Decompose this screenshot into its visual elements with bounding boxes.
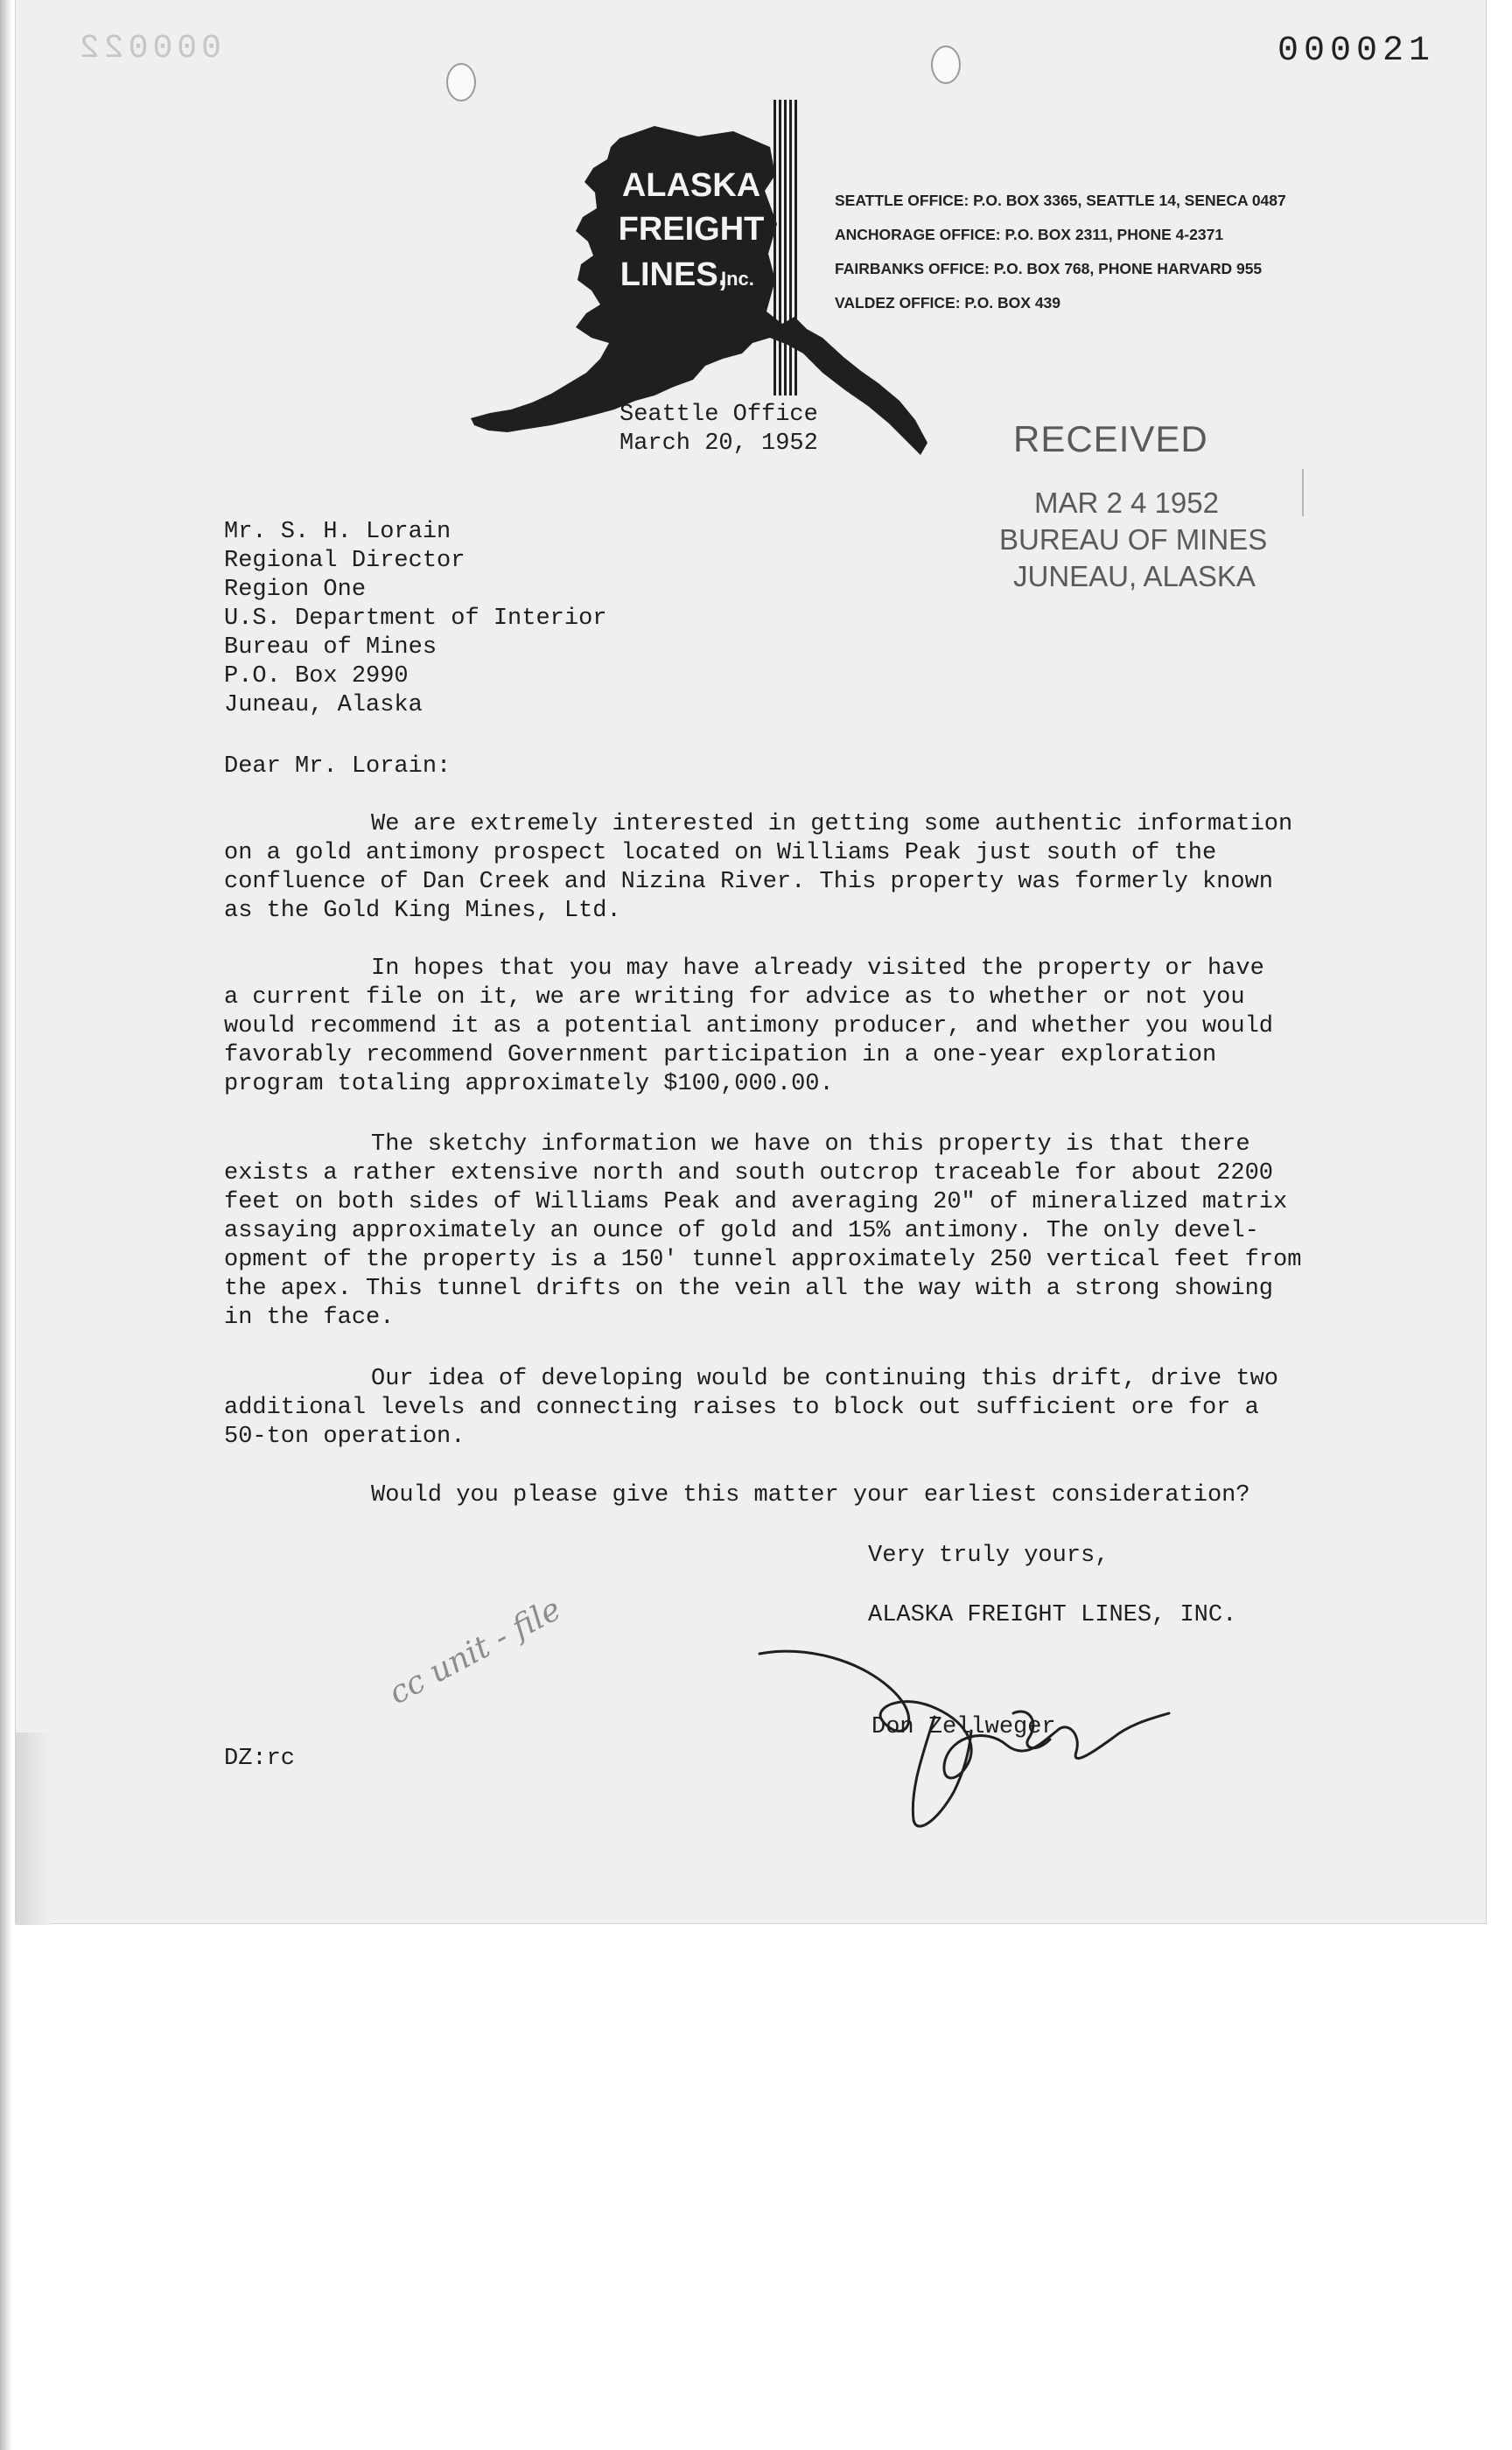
received-stamp-date: MAR 2 4 1952	[1034, 486, 1219, 519]
bleed-through-number: 000022	[75, 30, 221, 67]
body-paragraph	[224, 810, 1362, 926]
logo-text-line1: ALASKA	[621, 167, 761, 204]
received-stamp-bureau: BUREAU OF MINES	[999, 523, 1268, 556]
salutation: Dear Mr. Lorain:	[224, 753, 452, 780]
paragraph-line: in the face.	[224, 1305, 395, 1331]
address-line: Regional Director	[224, 548, 466, 574]
address-line: P.O. Box 2990	[224, 663, 409, 690]
paragraph-line: confluence of Dan Creek and Nizina River. This property was formerly known	[224, 869, 1273, 895]
paragraph-line: the apex. This tunnel drifts on the vein all the way with a strong showing	[224, 1276, 1273, 1302]
company-signature-block: ALASKA FREIGHT LINES, INC.	[868, 1602, 1237, 1628]
logo-stripes	[774, 100, 797, 396]
paragraph-line: additional levels and connecting raises to block out sufficient ore for a	[224, 1395, 1259, 1421]
body-paragraph	[224, 1365, 1362, 1452]
paragraph-line: opment of the property is a 150' tunnel approximately 250 vertical feet from	[224, 1247, 1302, 1273]
closing: Very truly yours,	[868, 1543, 1110, 1569]
paragraph-line: program totaling approximately $100,000.00.	[224, 1071, 834, 1097]
address-line: Bureau of Mines	[224, 634, 438, 661]
paragraph-line: In hopes that you may have already visited the property or have	[371, 956, 1264, 982]
office-address: FAIRBANKS OFFICE: P.O. BOX 768, PHONE HARVARD 955	[835, 260, 1263, 277]
sender-office: Seattle Office	[620, 402, 818, 428]
paragraph-line: Our idea of developing would be continuing this drift, drive two	[371, 1366, 1278, 1392]
address-line: U.S. Department of Interior	[224, 606, 607, 632]
paragraph-line: 50-ton operation.	[224, 1424, 466, 1450]
paragraph-line: on a gold antimony prospect located on Williams Peak just south of the	[224, 840, 1217, 866]
office-addresses	[835, 184, 1286, 320]
paragraph-line: would recommend it as a potential antimony producer, and whether you would	[224, 1013, 1273, 1040]
body-paragraph	[224, 955, 1362, 1099]
office-address: SEATTLE OFFICE: P.O. BOX 3365, SEATTLE 14, SENECA 0487	[835, 192, 1286, 209]
paragraph-line: exists a rather extensive north and south outcrop traceable for about 2200	[224, 1160, 1273, 1186]
office-address: VALDEZ OFFICE: P.O. BOX 439	[835, 294, 1061, 312]
paragraph-line: assaying approximately an ounce of gold and 15% antimony. The only devel-	[224, 1218, 1259, 1244]
letter-date: March 20, 1952	[620, 430, 818, 457]
paragraph-line: favorably recommend Government participation in a one-year exploration	[224, 1042, 1217, 1068]
paragraph-line: Would you please give this matter your earliest consideration?	[371, 1482, 1250, 1508]
address-line: Mr. S. H. Lorain	[224, 519, 452, 545]
handwritten-signature	[751, 1633, 1180, 1834]
letter-sheet	[16, 0, 1486, 1923]
typist-initials: DZ:rc	[224, 1746, 296, 1772]
document-number: 000021	[1278, 32, 1436, 71]
paragraph-line: The sketchy information we have on this property is that there	[371, 1131, 1250, 1158]
punch-hole	[931, 46, 961, 84]
received-stamp-location: JUNEAU, ALASKA	[1013, 560, 1256, 592]
recipient-address	[224, 518, 1362, 720]
address-line: Juneau, Alaska	[224, 692, 423, 718]
paragraph-line: feet on both sides of Williams Peak and averaging 20" of mineralized matrix	[224, 1189, 1288, 1215]
paragraph-line: as the Gold King Mines, Ltd.	[224, 898, 621, 924]
body-paragraph	[224, 1481, 1362, 1510]
office-address: ANCHORAGE OFFICE: P.O. BOX 2311, PHONE 4-2371	[835, 226, 1224, 243]
stamp-mark	[1302, 469, 1304, 516]
paper-fold	[16, 1732, 51, 1925]
address-line: Region One	[224, 577, 367, 603]
logo-text-line3: LINES,	[620, 256, 728, 293]
page-edge-shadow	[0, 0, 12, 2450]
logo-text-line2: FREIGHT	[618, 211, 765, 248]
paragraph-line: a current file on it, we are writing for advice as to whether or not you	[224, 984, 1245, 1011]
signer-name: Don Zellweger	[872, 1714, 1056, 1740]
received-stamp-title: RECEIVED	[1013, 418, 1208, 459]
handwritten-annotation: cc unit - file	[383, 1591, 567, 1712]
paragraph-line: We are extremely interested in getting some authentic information	[371, 811, 1293, 837]
body-paragraph	[224, 1130, 1362, 1333]
logo-text-suffix: Inc.	[721, 268, 754, 290]
